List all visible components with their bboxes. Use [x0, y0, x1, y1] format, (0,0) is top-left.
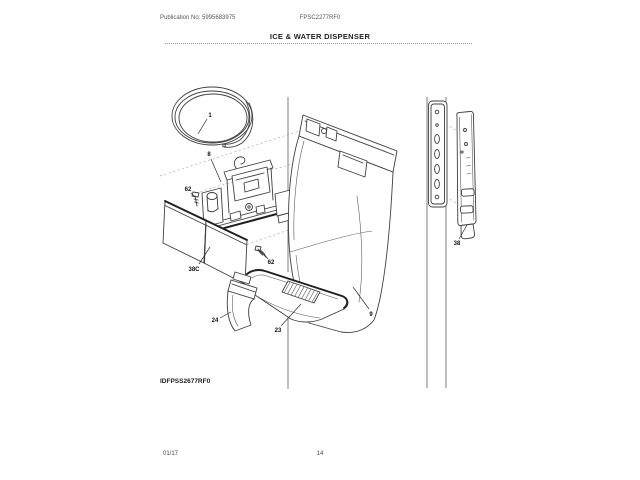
part-callout-62: 62	[267, 260, 275, 266]
mounting-screw-62a	[192, 192, 199, 206]
publication-number: Publication No: 5995683975	[160, 15, 236, 21]
control-panel-38	[457, 111, 476, 238]
part-callout-38: 38	[453, 241, 461, 247]
part-callout-1: 1	[208, 113, 212, 119]
page-title: ICE & WATER DISPENSER	[269, 32, 371, 41]
leader-line-1	[198, 119, 207, 134]
mounting-screw-62b	[255, 246, 266, 257]
footer-page-number: 14	[316, 451, 324, 457]
part-callout-24: 24	[211, 318, 219, 324]
diagram-id-label: IDFPSS2677RF0	[160, 378, 211, 385]
part-callout-9: 9	[369, 312, 373, 318]
model-number-header: FPSC2277RF0	[299, 15, 341, 21]
footer-date: 01/17	[163, 451, 179, 457]
door-recess-panel	[429, 101, 448, 207]
water-tube-coil	[172, 87, 253, 147]
part-callout-8: 8	[207, 152, 211, 158]
part-callout-62: 62	[184, 187, 192, 193]
leader-line-62	[264, 254, 268, 259]
leader-line-8	[211, 159, 221, 182]
part-callout-38C: 38C	[188, 267, 200, 273]
part-callout-23: 23	[274, 328, 282, 334]
